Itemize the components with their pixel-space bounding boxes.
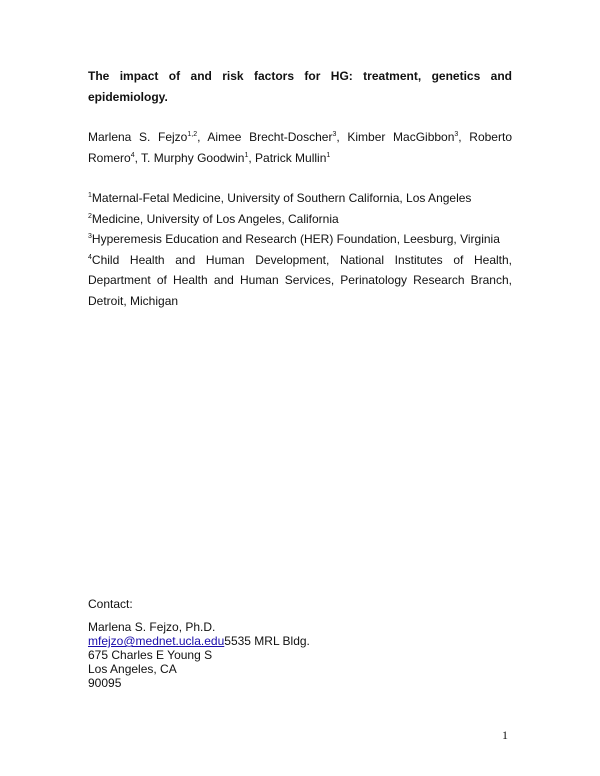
author-affiliation-marker: 1 (326, 152, 331, 159)
affiliation-item (88, 188, 512, 209)
author-line-2 (88, 148, 512, 169)
affiliation-number: 3 (88, 233, 92, 240)
affiliation-item (88, 250, 512, 271)
contact-name: Marlena S. Fejzo, Ph.D. (88, 620, 216, 634)
author-name: Aimee Brecht-Doscher (207, 130, 333, 144)
author-name: Kimber MacGibbon (347, 130, 455, 144)
author-separator: , (336, 130, 348, 144)
paper-title-line-2: epidemiology. (88, 90, 168, 104)
author-separator: , (197, 130, 208, 144)
affiliation-text-line-2: Department of Health and Human Services, Perinatology Research Branch, (88, 273, 512, 287)
contact-email-building-line (88, 634, 512, 648)
paper-title-line-1: The impact of and risk factors for HG: treatment, genetics and (88, 69, 512, 83)
contact-heading: Contact: (88, 597, 133, 611)
author-affiliation-marker: 3 (332, 131, 337, 138)
affiliation-text: Hyperemesis Education and Research (HER) Foundation, Leesburg, Virginia (91, 232, 500, 246)
affiliation-text: Medicine, University of Los Angeles, California (91, 211, 339, 226)
affiliation-list (88, 188, 512, 311)
affiliation-item (88, 229, 512, 250)
affiliation-number: 2 (88, 212, 92, 220)
author-name: T. Murphy Goodwin (141, 151, 245, 165)
affiliation-number: 1 (88, 192, 92, 199)
author-name-second-part: Romero (88, 151, 131, 165)
affiliation-text-line-1: Child Health and Human Development, National Institutes of Health, (91, 252, 512, 267)
author-line-1 (88, 127, 512, 148)
contact-block (88, 597, 512, 690)
author-affiliation-marker: 1 (244, 152, 249, 159)
author-affiliation-marker: 4 (130, 152, 135, 159)
author-separator: , (458, 130, 470, 144)
affiliation-text: Maternal-Fetal Medicine, University of Southern California, Los Angeles (91, 191, 472, 205)
author-name-first-part: Roberto (469, 130, 512, 144)
author-affiliation-marker: 3 (454, 131, 459, 138)
affiliation-item (88, 209, 512, 230)
author-name: Marlena S. Fejzo (88, 130, 188, 144)
contact-email-link[interactable]: mfejzo@mednet.ucla.edu (88, 634, 225, 648)
author-separator: , (134, 151, 142, 165)
contact-building: 5535 MRL Bldg. (224, 634, 310, 648)
paper-title (88, 66, 512, 108)
contact-street: 675 Charles E Young S (88, 648, 213, 662)
author-affiliation-marker: 1,2 (187, 131, 198, 138)
contact-spacer (88, 611, 512, 620)
page-number: 1 (502, 728, 508, 742)
author-name: Patrick Mullin (255, 151, 327, 165)
contact-city: Los Angeles, CA (88, 662, 177, 676)
author-separator: , (248, 151, 256, 165)
affiliation-number: 4 (88, 253, 92, 261)
affiliation-text-line-3: Detroit, Michigan (88, 293, 179, 308)
author-list (88, 127, 512, 169)
contact-zip: 90095 (88, 676, 122, 690)
